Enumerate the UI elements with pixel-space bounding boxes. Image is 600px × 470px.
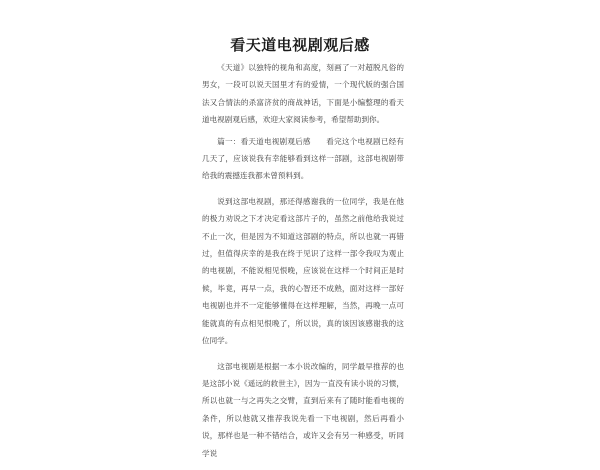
paragraph-2: 说到这部电视剧，那还得感谢我的一位同学，我是在他的极力劝说之下才决定看这部片子的，虽然之前他给我说过不止一次，但是因为不知道这部剧的特点，所以也就一再错过，但值得庆幸的是我在终于见识了这样一部令我叹为观止的电视剧，不能说相见恨晚，应该说在这样一个时间正是时候，毕竟，再早一点，我的心智还不成熟，面对这样一部好电视剧也并不一定能够懂得在这样理解，当然，再晚一点可能就真的有点相见恨晚了，所以说，真的该因该感谢我的这位同学。 — [202, 196, 404, 346]
paragraph-intro: 《天道》以独特的视角和高度，刻画了一对超脱凡俗的男女，一段可以说天国里才有的爱情，一个现代版的强合国法又合情法的杀富济贫的商战神话，下面是小编整理的看天道电视剧观后感，欢迎大家阅读参考，希望帮助到你。 — [202, 63, 404, 125]
paragraph-1: 篇一：看天道电视剧观后感 看完这个电视剧已经有几天了，应该说我有幸能够看到这样一部剧，这部电视剧带给我的震撼连我都未曾预料到。 — [202, 136, 404, 181]
paragraph-3: 这部电视剧是根据一本小说改编的，同学最早推荐的也是这部小说《遥远的救世主》，因为一直没有读小说的习惯，所以也就一与之再失之交臂，直到后来有了随时能看电视的条件，所以他就又推荐我说先看一下电视剧，然后再看小说，那样也是一种不错结合，或许又会有另一种感受，听同学说 — [202, 361, 404, 458]
document-body — [202, 59, 404, 470]
document-title: 看天道电视剧观后感 — [230, 36, 370, 54]
